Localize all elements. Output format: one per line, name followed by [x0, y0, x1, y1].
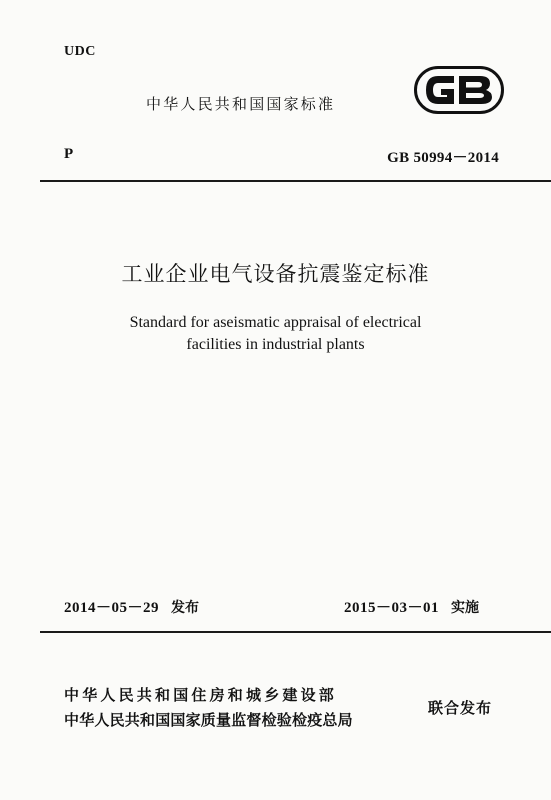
- category-code: P: [64, 146, 74, 162]
- english-title-line-2: facilities in industrial plants: [186, 336, 365, 353]
- joint-release-label: 联合发布: [428, 699, 493, 717]
- issue-date-block: [64, 596, 199, 617]
- issuer-ministry-2: 中华人民共和国国家质量监督检验检疫总局: [64, 711, 353, 729]
- english-title: [0, 312, 551, 356]
- chinese-title: 工业企业电气设备抗震鉴定标准: [121, 262, 430, 286]
- issue-label: 发布: [171, 600, 200, 616]
- issuer-ministry-1: 中华人民共和国住房和城乡建设部: [64, 686, 338, 704]
- top-divider: [40, 180, 551, 182]
- effective-date-block: [344, 596, 479, 617]
- effective-label: 实施: [451, 600, 480, 616]
- gb-logo: [414, 66, 504, 114]
- english-title-line-1: Standard for aseismatic appraisal of electrical: [129, 314, 422, 331]
- standard-number: GB 50994－2014: [387, 150, 499, 166]
- bottom-divider: [40, 631, 551, 633]
- issue-date: 2014－05－29: [64, 600, 160, 616]
- effective-date: 2015－03－01: [344, 600, 440, 616]
- national-standard-heading: 中华人民共和国国家标准: [146, 95, 336, 113]
- udc-label: UDC: [64, 44, 96, 59]
